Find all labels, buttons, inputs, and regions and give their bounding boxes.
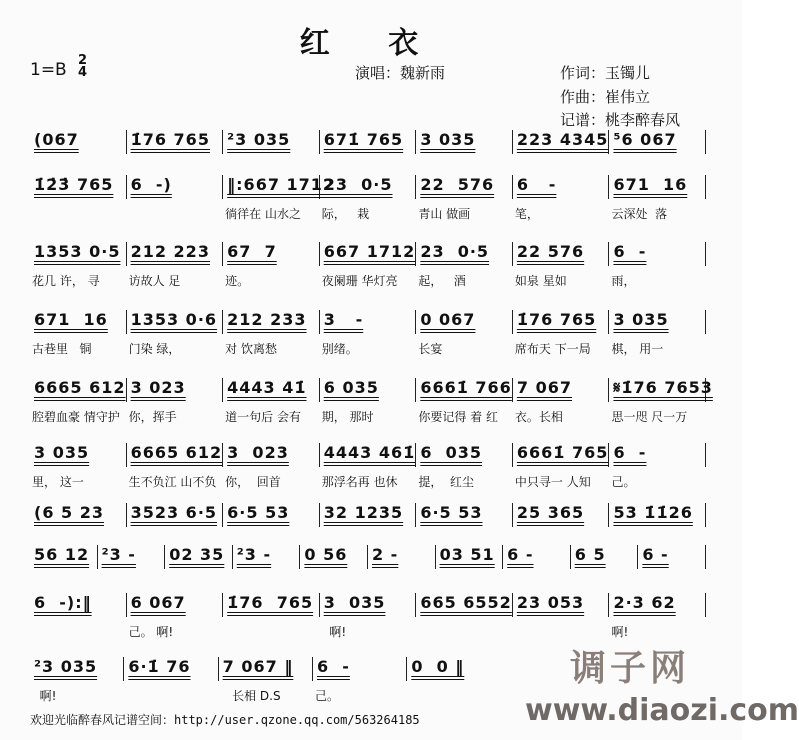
lyric-text: 云深处 落	[611, 207, 668, 221]
lyric-text: 雨，	[611, 274, 636, 288]
measure	[165, 545, 233, 569]
lyric-text: 思一咫 尺一万	[611, 410, 688, 424]
measure-notes: 671 16	[613, 175, 688, 194]
lyric-text: 腔碧血豪 情守护	[32, 410, 120, 424]
measure-notes: ²3 -	[101, 545, 136, 564]
measure-notes: 6 -):‖	[34, 593, 92, 612]
measure-notes: 23 0·5	[323, 175, 393, 194]
measure-notes: 6 5	[574, 545, 606, 564]
measure	[223, 175, 336, 221]
measure-notes: 7 067	[516, 378, 572, 397]
lyric-text: 棋， 用一	[611, 342, 664, 356]
lyric-text: 笔，	[514, 207, 539, 221]
measure-notes: 0 0 ‖	[411, 657, 465, 676]
measure-notes: 1̇76 765	[516, 310, 597, 329]
measure	[223, 310, 320, 356]
measure	[127, 593, 224, 639]
measure-notes: 671 16	[34, 310, 108, 329]
measure-notes: 1353 0·5	[34, 242, 121, 261]
measure-notes: 665 6552	[420, 593, 512, 612]
measure-notes: ‖:667 1712	[227, 175, 336, 194]
measure	[127, 310, 224, 356]
lyric-text: 起， 酒	[418, 274, 466, 288]
measure-notes: 212 223	[130, 242, 210, 261]
measure	[513, 593, 610, 617]
measure	[416, 378, 513, 424]
measure-notes: 6 035	[323, 378, 379, 397]
lyricist: 作词：玉镯儿	[560, 64, 651, 82]
measure	[223, 242, 320, 288]
measure	[127, 130, 224, 154]
lyric-text: 衣。长相	[514, 410, 563, 424]
lyric-text: 期， 那时	[321, 410, 374, 424]
measure-notes: 6·5 53	[420, 503, 483, 522]
measure	[223, 378, 320, 424]
measure-notes: 03 51	[439, 545, 495, 564]
measure-notes: 6 -	[642, 545, 669, 564]
measure	[98, 545, 166, 569]
lyric-text: 中只寻一 人知	[514, 475, 591, 489]
measure	[416, 175, 513, 221]
measure	[30, 443, 127, 489]
measure-notes: 0 067	[420, 310, 476, 329]
measure	[368, 545, 436, 569]
lyric-text: 青山 做画	[418, 207, 471, 221]
measure-notes: 23 0·5	[420, 242, 490, 261]
measure-notes: 32 1235	[323, 503, 404, 522]
lyric-text: 你要记得 着 红	[418, 410, 498, 424]
measure	[30, 657, 124, 703]
measure-notes: (067	[34, 130, 79, 149]
measure-notes: 3 035	[323, 593, 386, 612]
measure	[503, 545, 571, 569]
measure-notes: 3 035	[613, 310, 669, 329]
measure	[638, 545, 706, 569]
measure-notes: 6 -	[516, 175, 557, 194]
measure	[513, 503, 610, 527]
measure	[609, 175, 706, 221]
measure-notes: 6 -)	[130, 175, 172, 194]
measure	[416, 593, 513, 617]
measure-notes: 4443 41̇	[227, 378, 307, 397]
measure	[30, 242, 127, 288]
lyric-text: 啊!	[32, 689, 57, 703]
measure	[609, 378, 713, 424]
measure	[513, 130, 610, 154]
measure-notes: 6 035	[420, 443, 482, 462]
measure	[416, 242, 513, 288]
measure	[223, 593, 320, 617]
lyric-text: 长宴	[418, 342, 443, 356]
lyric-text: 别绪。	[321, 342, 358, 356]
measure	[127, 175, 224, 199]
measure	[320, 443, 417, 489]
measure	[320, 310, 417, 356]
lyric-text: 你， 回首	[225, 475, 281, 489]
measure-notes: 4443 461̇	[323, 443, 416, 462]
measure-notes: 25 365	[516, 503, 585, 522]
measure	[407, 657, 500, 681]
measure	[513, 378, 610, 424]
measure	[127, 503, 224, 527]
measure	[30, 545, 98, 569]
measure	[320, 175, 417, 221]
measure-notes: 6665 612	[34, 378, 126, 397]
measure-notes: 6661̇ 765	[516, 443, 609, 462]
lyric-text: 你，挥手	[128, 410, 177, 424]
measure	[320, 130, 417, 154]
measure-notes: 53 1̇1̇26	[613, 503, 693, 522]
lyric-text: 际， 栽	[321, 207, 370, 221]
measure	[513, 175, 610, 221]
measure	[127, 378, 224, 424]
score-row	[30, 503, 706, 527]
measure-notes: 1353 0·6	[130, 310, 218, 329]
measure-notes: 671̇ 765	[323, 130, 404, 149]
score-row	[30, 545, 706, 569]
lyric-text: 啊!	[611, 625, 629, 639]
measure-notes: 22 576	[516, 242, 585, 261]
measure-notes: 𝄋1̇76 7653	[613, 378, 713, 397]
song-title: 红 衣	[299, 26, 443, 61]
measure	[30, 503, 127, 527]
measure-notes: 3 035	[420, 130, 476, 149]
measure-notes: 6·5 53	[227, 503, 290, 522]
measure-notes: 56 12	[34, 545, 90, 564]
lyric-text: 那浮名再 也休	[321, 475, 398, 489]
measure	[30, 593, 127, 617]
measure-notes: 1̇2̇3̇ 765	[34, 175, 114, 194]
measure	[313, 657, 407, 703]
measure-notes: 2 -	[371, 545, 399, 564]
measure-notes: 6661̇ 766	[420, 378, 512, 397]
measure-notes: 02 35	[169, 545, 225, 564]
measure-notes: 3 035	[34, 443, 90, 462]
measure-notes: 6 -	[613, 443, 647, 462]
measure	[609, 443, 706, 489]
measure	[609, 593, 706, 639]
lyric-text: 长相 D.S	[220, 689, 281, 703]
transcriber: 记谱：桃李醉春风	[560, 111, 681, 129]
measure	[609, 310, 706, 356]
measure	[609, 130, 706, 154]
measure	[320, 242, 417, 288]
composer: 作曲：崔伟立	[560, 88, 651, 106]
lyric-text: 徜徉在 山水之	[225, 207, 301, 221]
measure-notes: 6·1̇ 76	[128, 657, 191, 676]
measure	[436, 545, 504, 569]
lyric-text: 己。	[611, 475, 636, 489]
score-row	[30, 593, 706, 639]
measure	[320, 503, 417, 527]
score-row	[30, 310, 706, 356]
singer: 演唱：魏新雨	[355, 64, 446, 82]
time-signature	[78, 55, 87, 79]
measure	[30, 378, 127, 424]
measure-notes: 1̇76 765	[227, 593, 314, 612]
measure	[571, 545, 639, 569]
measure-notes: 6665 612	[130, 443, 223, 462]
measure-notes: 23 053	[516, 593, 585, 612]
measure	[30, 310, 127, 356]
measure-notes: ⁵6 067	[613, 130, 677, 149]
lyric-text: 里， 这一	[32, 475, 84, 489]
measure-notes: 6 067	[130, 593, 186, 612]
lyric-text: 花几 许， 寻	[32, 274, 100, 288]
measure	[609, 242, 706, 288]
measure	[223, 130, 320, 154]
measure	[219, 657, 313, 703]
measure	[416, 503, 513, 527]
measure	[513, 242, 610, 288]
measure	[223, 503, 320, 527]
time-top: 2	[78, 53, 88, 68]
measure-notes: 3 -	[323, 310, 364, 329]
measure-notes: 1̇76 765	[130, 130, 210, 149]
lyric-text: 席布天 下一局	[514, 342, 591, 356]
measure-notes: 22 576	[420, 175, 495, 194]
lyric-text: 己。	[314, 689, 339, 703]
measure-notes: 212 233	[227, 310, 307, 329]
measure-notes: 223 4345	[516, 130, 609, 149]
score-row	[30, 242, 706, 288]
lyric-text: 提， 红尘	[418, 475, 474, 489]
lyric-text: 门染 绿，	[128, 342, 181, 356]
lyric-text: 访故人 足	[128, 274, 181, 288]
measure	[124, 657, 218, 681]
lyric-text: 啊!	[321, 625, 347, 639]
measure-notes: 3523 6·5	[130, 503, 218, 522]
measure-notes: 7 067 ‖	[222, 657, 294, 676]
score-row	[30, 378, 713, 424]
measure-notes: ²3 035	[227, 130, 291, 149]
measure	[609, 503, 706, 527]
key-signature: 1=B	[30, 60, 67, 80]
measure-notes: 6 -	[613, 242, 647, 261]
lyric-text: 如泉 星如	[514, 274, 567, 288]
score-row	[30, 130, 706, 154]
footer-note: 欢迎光临醉春风记谱空间：http://user.qzone.qq.com/563264185	[30, 713, 420, 727]
measure	[223, 443, 320, 489]
measure	[416, 130, 513, 154]
measure	[300, 545, 368, 569]
measure	[127, 443, 224, 489]
score-row	[30, 443, 706, 489]
measure	[513, 443, 610, 489]
measure-notes: ²3 035	[34, 657, 98, 676]
measure	[320, 593, 417, 639]
measure	[320, 378, 417, 424]
measure	[416, 310, 513, 356]
score-row	[30, 175, 706, 221]
lyric-text: 迹。	[225, 274, 250, 288]
measure-notes: (6 5 23	[34, 503, 104, 522]
lyric-text: 夜阑珊 华灯亮	[321, 274, 398, 288]
lyric-text: 对 饮离愁	[225, 342, 277, 356]
lyric-text: 古巷里 铜	[32, 342, 92, 356]
measure	[127, 242, 224, 288]
measure-notes: 2·3 62	[613, 593, 676, 612]
measure	[30, 130, 127, 154]
time-bottom: 4	[78, 65, 88, 80]
measure-notes: ²3 -	[236, 545, 272, 564]
measure-notes: 6 -	[507, 545, 534, 564]
measure-notes: 6 -	[316, 657, 350, 676]
measure	[513, 310, 610, 356]
measure-notes: 667 1712	[323, 242, 416, 261]
watermark-logo: 调子网	[570, 648, 691, 689]
measure	[233, 545, 301, 569]
measure	[30, 175, 127, 199]
measure-notes: 3 023	[227, 443, 289, 462]
lyric-text: 生不负江 山不负	[128, 475, 217, 489]
measure-notes: 67 7	[227, 242, 277, 261]
measure-notes: 3 023	[130, 378, 186, 397]
lyric-text: 道一句后 会有	[225, 410, 301, 424]
watermark-url: www.diaozi.com	[525, 693, 799, 728]
measure-notes: 0 56	[304, 545, 348, 564]
measure	[416, 443, 513, 489]
lyric-text: 己。 啊!	[128, 625, 174, 639]
